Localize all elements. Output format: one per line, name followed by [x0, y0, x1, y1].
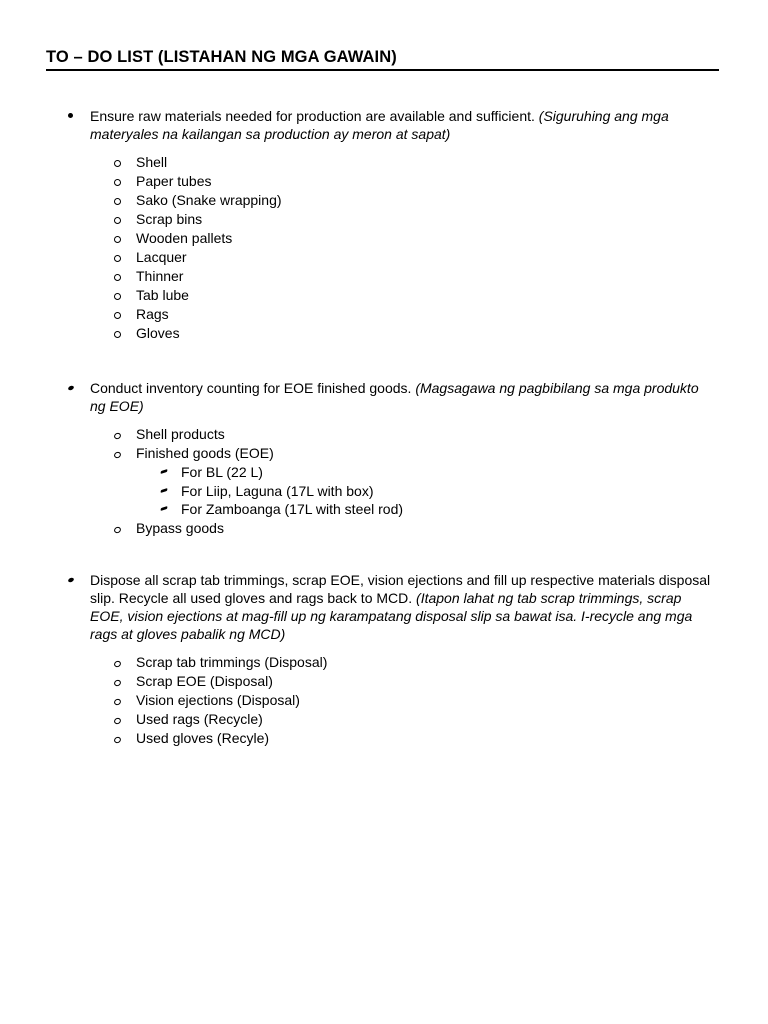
task-section-1 — [0, 107, 768, 343]
task-bullet-3 — [0, 571, 768, 643]
task-section-3 — [0, 571, 768, 748]
task-text: Conduct inventory counting for EOE finished goods. — [90, 380, 412, 396]
list-item: Used gloves (Recyle) — [0, 729, 768, 748]
circle-bullet-icon — [112, 324, 126, 343]
circle-bullet-icon — [112, 710, 126, 729]
list-item: Scrap EOE (Disposal) — [0, 672, 768, 691]
list-item: Used rags (Recycle) — [0, 710, 768, 729]
inventory-list — [0, 425, 768, 463]
circle-bullet-icon — [112, 248, 126, 267]
list-item: Rags — [0, 305, 768, 324]
circle-bullet-icon — [112, 729, 126, 748]
circle-bullet-icon — [112, 653, 126, 672]
list-item: Shell products — [0, 425, 768, 444]
materials-list — [0, 153, 768, 343]
task-translation: (Magsagawa ng pagbibilang sa mga produkto ng EOE) — [90, 380, 699, 414]
list-item: Finished goods (EOE) — [0, 444, 768, 463]
task-bullet-2 — [0, 379, 768, 415]
list-item: Scrap bins — [0, 210, 768, 229]
list-item: Shell — [0, 153, 768, 172]
circle-bullet-icon — [112, 153, 126, 172]
list-item: Wooden pallets — [0, 229, 768, 248]
list-item: Vision ejections (Disposal) — [0, 691, 768, 710]
task-text: Ensure raw materials needed for production are available and sufficient. — [90, 108, 535, 124]
circle-bullet-icon — [112, 672, 126, 691]
circle-bullet-icon — [112, 191, 126, 210]
task-bullet-1 — [0, 107, 768, 143]
title-underline — [46, 69, 719, 71]
task-translation: (Itapon lahat ng tab scrap trimmings, scrap EOE, vision ejections at mag-fill up ng karampatang disposal slip sa bawat isa. I-recycle ang mga rags at gloves pabalik ng MCD) — [90, 590, 693, 642]
circle-bullet-icon — [112, 444, 126, 463]
list-item: For Zamboanga (17L with steel rod) — [0, 500, 768, 519]
disposal-list — [0, 653, 768, 748]
circle-bullet-icon — [112, 286, 126, 305]
circle-bullet-icon — [112, 267, 126, 286]
list-item: Bypass goods — [0, 519, 768, 538]
list-item: Sako (Snake wrapping) — [0, 191, 768, 210]
list-item: Scrap tab trimmings (Disposal) — [0, 653, 768, 672]
inventory-list-continued — [0, 519, 768, 538]
list-item: Thinner — [0, 267, 768, 286]
circle-bullet-icon — [112, 210, 126, 229]
square-bullet-icon — [159, 500, 171, 518]
task-text: Dispose all scrap tab trimmings, scrap EOE, vision ejections and fill up respective materials disposal slip. Recycle all used gloves and rags back to MCD. — [90, 572, 711, 606]
circle-bullet-icon — [112, 229, 126, 248]
finished-goods-sublist — [0, 463, 768, 519]
task-translation: (Siguruhing ang mga materyales na kailangan sa production ay meron at sapat) — [90, 108, 669, 142]
list-item: Lacquer — [0, 248, 768, 267]
circle-bullet-icon — [112, 172, 126, 191]
list-item: Tab lube — [0, 286, 768, 305]
list-item: For BL (22 L) — [0, 463, 768, 482]
task-section-2 — [0, 379, 768, 538]
page-title: TO – DO LIST (LISTAHAN NG MGA GAWAIN) — [46, 48, 397, 66]
list-item: Paper tubes — [0, 172, 768, 191]
circle-bullet-icon — [112, 305, 126, 324]
circle-bullet-icon — [112, 425, 126, 444]
circle-bullet-icon — [112, 519, 126, 538]
square-bullet-icon — [159, 482, 171, 500]
circle-bullet-icon — [112, 691, 126, 710]
list-item: For Liip, Laguna (17L with box) — [0, 482, 768, 501]
list-item: Gloves — [0, 324, 768, 343]
square-bullet-icon — [159, 463, 171, 481]
